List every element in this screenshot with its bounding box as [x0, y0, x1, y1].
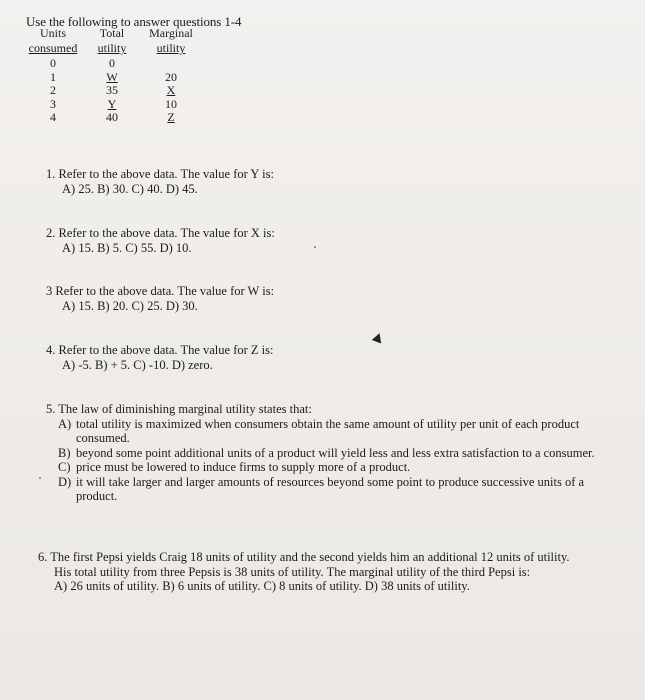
question-6: [38, 550, 638, 594]
option-letter: B): [58, 445, 71, 460]
table-body: [26, 57, 226, 125]
question-4-stem: 4. Refer to the above data. The value for Z is:: [46, 343, 274, 357]
cell-units: 3: [50, 96, 56, 111]
question-5: [46, 402, 626, 504]
question-5-option-d: [46, 475, 626, 504]
header-total-utility: utility: [97, 41, 127, 55]
cell-total: Y: [107, 96, 117, 111]
cell-marginal: 20: [165, 69, 177, 84]
cell-units: 0: [50, 56, 56, 70]
question-6-stem-line1: 6. The first Pepsi yields Craig 18 units of utility and the second yields him an additional 12 units of utility.: [38, 550, 570, 564]
stray-mark: [39, 477, 41, 479]
table-row: [26, 98, 226, 112]
question-6-answers: A) 26 units of utility. B) 6 units of utility. C) 8 units of utility. D) 38 units of utility.: [54, 579, 470, 593]
question-1-stem: 1. Refer to the above data. The value for Y is:: [46, 167, 274, 181]
question-5-option-b: [46, 446, 626, 461]
question-4: [46, 343, 273, 372]
cell-total: 40: [106, 110, 118, 124]
header-marginal-utility: utility: [156, 41, 186, 55]
question-2-stem: 2. Refer to the above data. The value for X is:: [46, 226, 275, 240]
cell-marginal: Z: [167, 110, 175, 124]
cell-total: 35: [106, 83, 118, 97]
stray-mark: [314, 246, 316, 248]
option-letter: D): [58, 474, 72, 489]
question-3-answers: A) 15. B) 20. C) 25. D) 30.: [62, 298, 198, 313]
question-5-stem: 5. The law of diminishing marginal utility states that:: [46, 402, 312, 416]
cell-units: 4: [50, 110, 56, 124]
question-3: [46, 284, 274, 313]
question-1: [46, 167, 274, 196]
option-text: beyond some point additional units of a product will yield less and less extra satisfaction to a consumer.: [76, 445, 595, 460]
option-letter: A): [58, 416, 72, 431]
question-3-stem: 3 Refer to the above data. The value for W is:: [46, 284, 275, 298]
header-total: Total: [99, 26, 125, 40]
header-marginal: Marginal: [149, 26, 193, 40]
option-text: it will take larger and larger amounts of resources beyond some point to produce successive units of a product.: [76, 474, 585, 503]
header-consumed: consumed: [28, 41, 78, 55]
option-text: total utility is maximized when consumers obtain the same amount of utility per unit of each product consumed.: [76, 416, 580, 445]
cell-marginal: X: [166, 83, 176, 97]
question-5-option-c: [46, 460, 626, 475]
table-row: [26, 84, 226, 98]
option-letter: C): [58, 460, 71, 474]
question-2-answers: A) 15. B) 5. C) 55. D) 10.: [62, 240, 192, 255]
table-header: [26, 27, 226, 57]
question-6-stem-line2: His total utility from three Pepsis is 38 units of utility. The marginal utility of the third Pepsi is:: [54, 564, 531, 579]
table-row: [26, 111, 226, 125]
question-5-option-a: [46, 417, 626, 446]
cell-total: 0: [109, 56, 115, 70]
question-1-answers: A) 25. B) 30. C) 40. D) 45.: [62, 181, 198, 196]
question-4-answers: A) -5. B) + 5. C) -10. D) zero.: [62, 357, 213, 372]
instructions: Use the following to answer questions 1-4: [26, 14, 242, 29]
cell-units: 1: [50, 69, 56, 84]
option-text: price must be lowered to induce firms to supply more of a product.: [76, 460, 411, 474]
question-2: [46, 226, 275, 255]
cell-marginal: 10: [165, 96, 177, 111]
header-units: Units: [39, 26, 66, 40]
cell-units: 2: [50, 83, 56, 97]
table-row: [26, 57, 226, 71]
table-row: [26, 71, 226, 85]
mouse-cursor-icon: [372, 332, 384, 344]
cell-total: W: [106, 69, 118, 84]
